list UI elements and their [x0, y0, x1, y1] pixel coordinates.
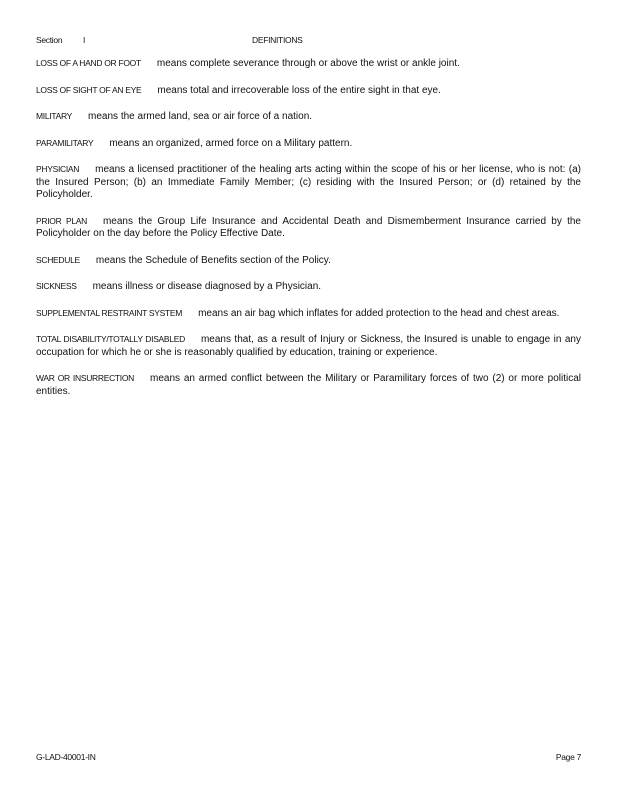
- form-code: G-LAD-40001-IN: [36, 752, 96, 762]
- definition-text: means complete severance through or above the wrist or ankle joint.: [156, 58, 460, 69]
- definition-text: means total and irrecoverable loss of the entire sight in that eye.: [157, 84, 441, 96]
- definition-term: LOSS OF SIGHT OF AN EYE: [36, 84, 142, 95]
- definition-entry: [36, 110, 581, 124]
- section-number: I: [83, 35, 86, 45]
- definition-text: means illness or disease diagnosed by a Physician.: [92, 281, 322, 292]
- section-header: [36, 35, 581, 49]
- definition-text: means the Schedule of Benefits section of the Policy.: [95, 254, 331, 266]
- definition-entry: [36, 57, 581, 71]
- definition-entry: [36, 163, 581, 202]
- definition-entry: [36, 333, 581, 359]
- definition-term: PRIOR PLAN: [36, 215, 87, 226]
- definition-entry: [36, 215, 581, 241]
- definition-text: means an air bag which inflates for added protection to the head and chest areas.: [198, 307, 560, 319]
- definition-term: SICKNESS: [36, 281, 77, 291]
- section-title: DEFINITIONS: [252, 35, 303, 45]
- definition-entry: [36, 137, 581, 151]
- page-number: Page 7: [555, 752, 581, 762]
- section-label: Section: [36, 35, 63, 45]
- definition-entry: [36, 280, 581, 294]
- definition-term: SCHEDULE: [36, 254, 80, 265]
- definition-term: LOSS OF A HAND OR FOOT: [36, 58, 141, 68]
- definition-entry: [36, 84, 581, 98]
- definition-text: means the armed land, sea or air force of a nation.: [88, 111, 313, 122]
- definition-term: WAR OR INSURRECTION: [36, 373, 135, 383]
- definitions-list: [36, 57, 581, 411]
- definition-term: SUPPLEMENTAL RESTRAINT SYSTEM: [36, 307, 183, 318]
- definition-text: means the Group Life Insurance and Accidental Death and Dismemberment Insurance carried by the Policyholder on the day before the Policy Effective Date.: [36, 215, 581, 239]
- definition-entry: [36, 372, 581, 398]
- definition-term: TOTAL DISABILITY/TOTALLY DISABLED: [36, 334, 185, 344]
- definition-text: means an armed conflict between the Military or Paramilitary forces of two (2) or more political entities.: [36, 373, 581, 397]
- definition-term: PARAMILITARY: [36, 137, 94, 148]
- definition-text: means that, as a result of Injury or Sickness, the Insured is unable to engage in any occupation for which he or she is reasonably qualified by education, training or experience.: [36, 334, 581, 358]
- definition-term: PHYSICIAN: [36, 164, 80, 174]
- definition-term: MILITARY: [36, 111, 73, 121]
- definition-entry: [36, 307, 581, 321]
- definition-text: means an organized, armed force on a Military pattern.: [109, 137, 353, 149]
- definition-entry: [36, 254, 581, 268]
- page-footer: [36, 752, 581, 766]
- definition-text: means a licensed practitioner of the healing arts acting within the scope of his or her license, who is not: (a) the Insured Person; (b) an Immediate Family Member; (c) residing with the Insured Person; or (d) retained by the Policyholder.: [36, 164, 581, 200]
